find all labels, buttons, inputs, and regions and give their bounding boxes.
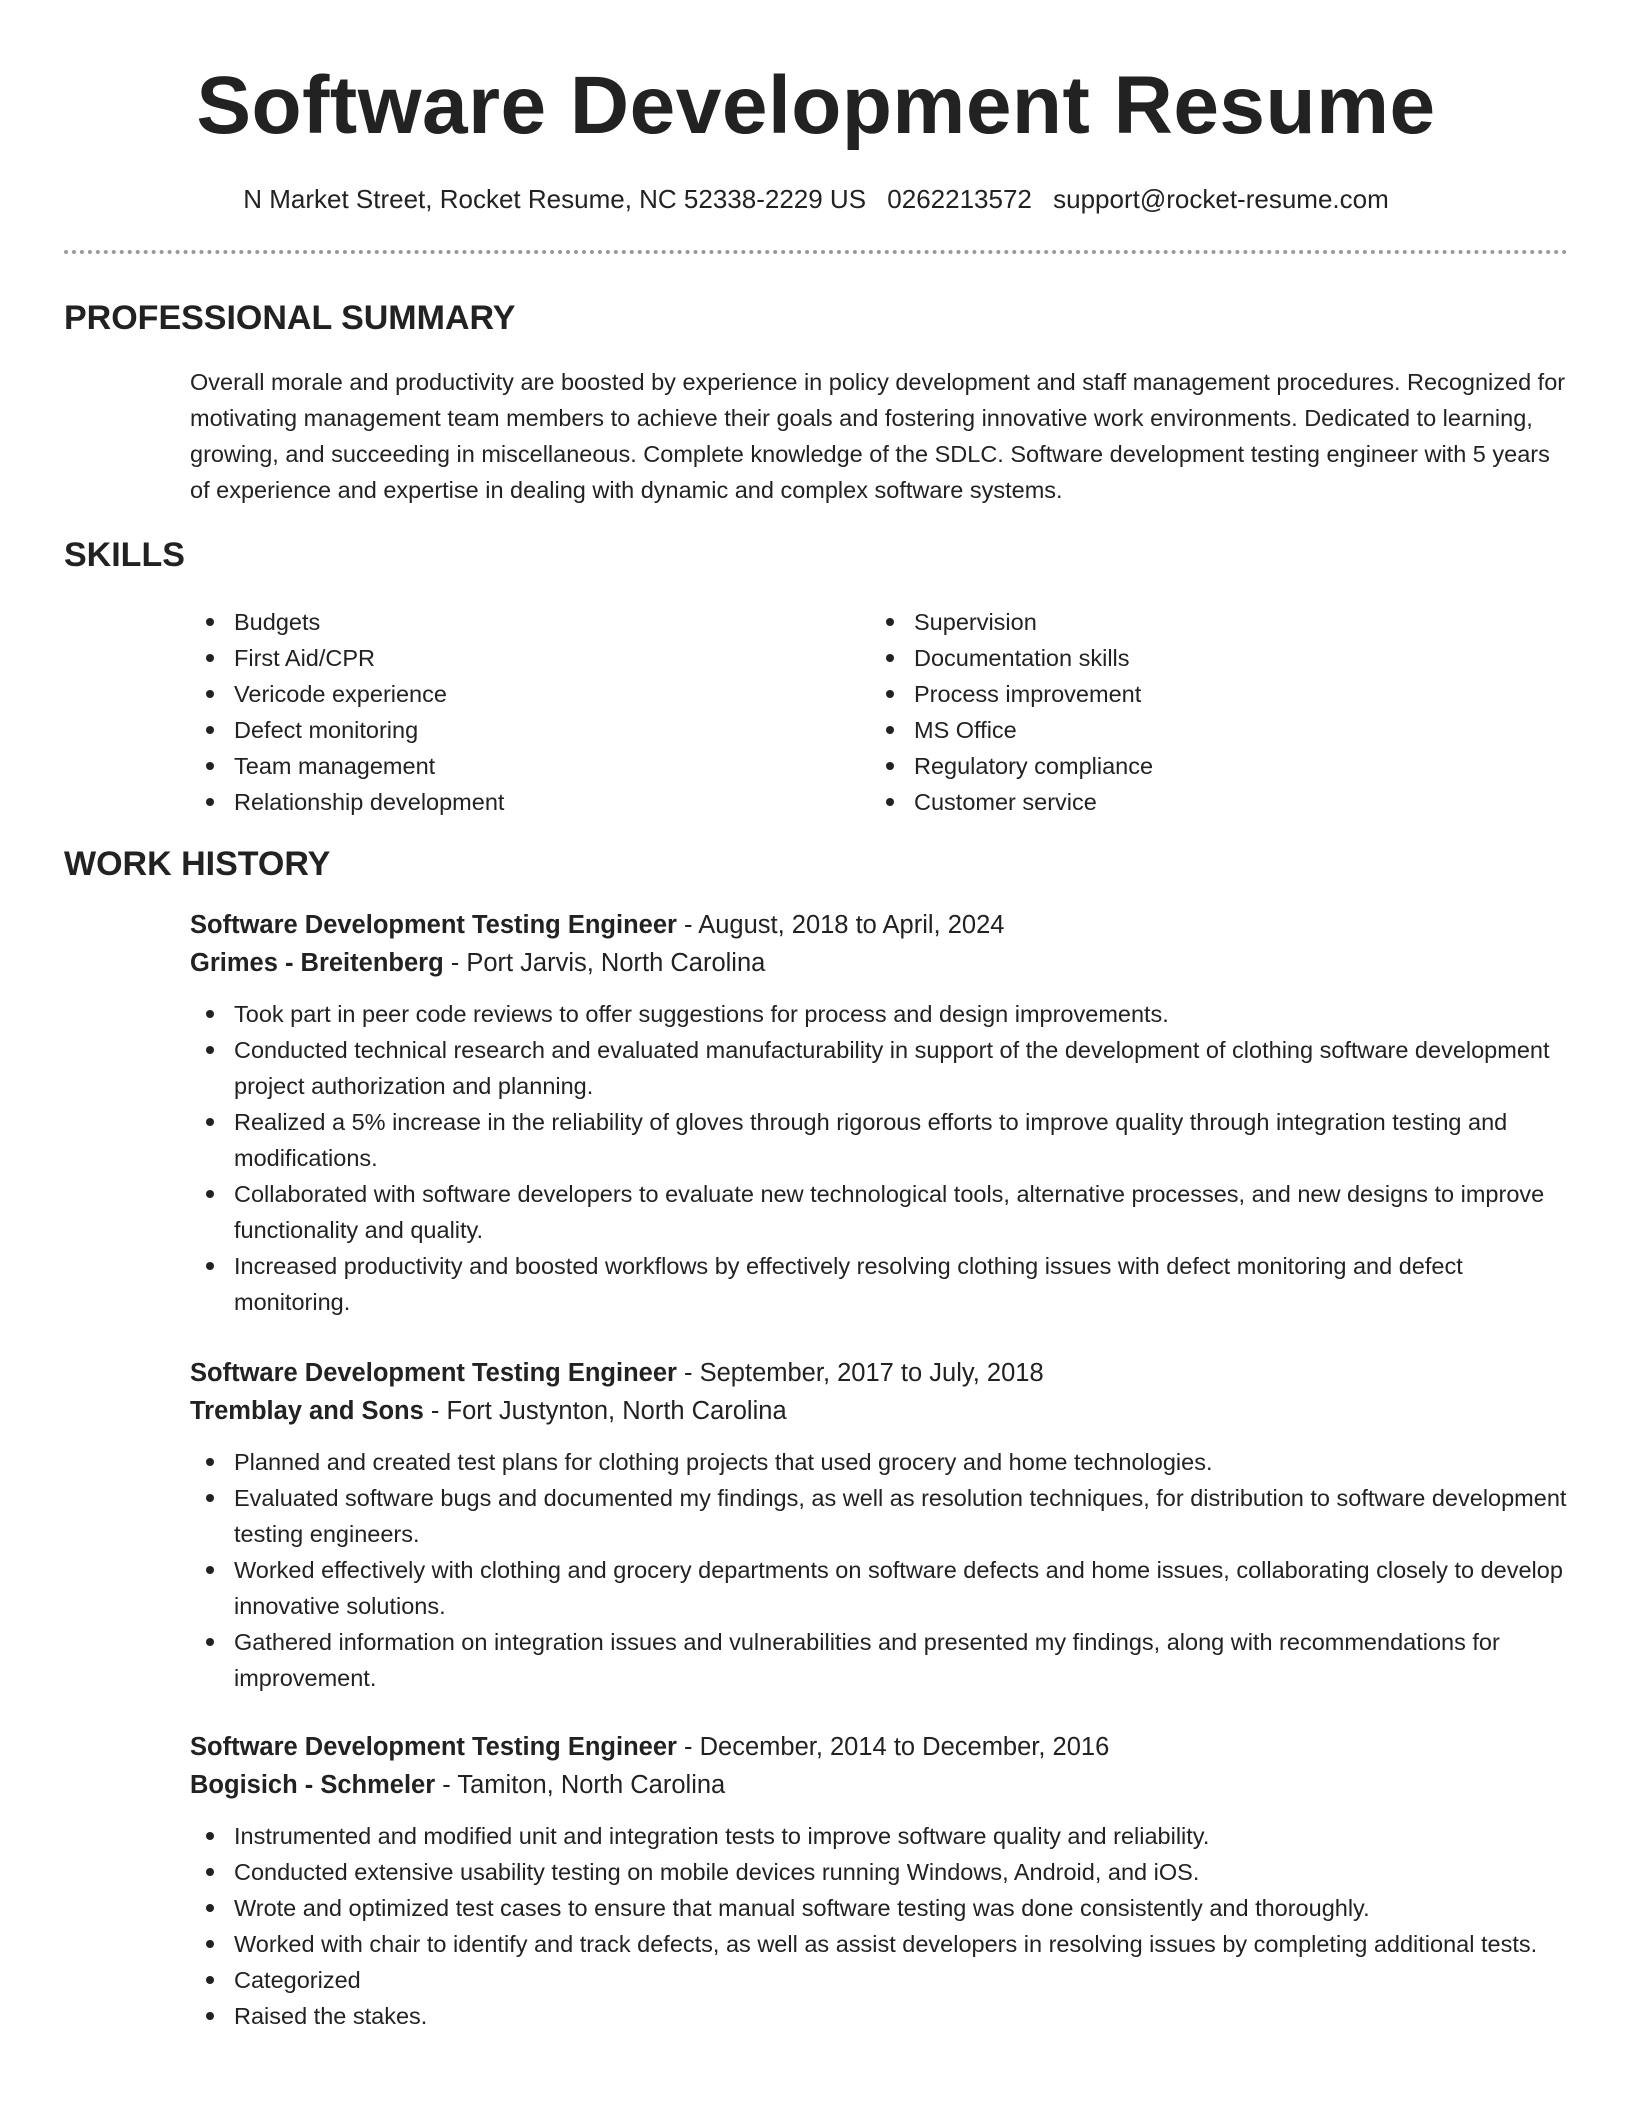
job-role: Software Development Testing Engineer: [190, 1359, 677, 1387]
contact-email: support@rocket-resume.com: [1053, 184, 1389, 214]
job-company-line: [190, 1392, 1568, 1430]
job-bullet: Collaborated with software developers to evaluate new technological tools, alternative processes, and new designs to improve functionality and quality.: [190, 1176, 1568, 1248]
skills-list-left: [190, 604, 830, 820]
job-role: Software Development Testing Engineer: [190, 1733, 677, 1761]
job-bullets: [190, 1444, 1568, 1696]
job-entry: [190, 906, 1568, 1320]
job-bullet: Wrote and optimized test cases to ensure that manual software testing was done consistently and thoroughly.: [190, 1890, 1568, 1926]
skills-heading: SKILLS: [64, 536, 185, 574]
skill-item: MS Office: [870, 712, 1510, 748]
job-bullet: Gathered information on integration issues and vulnerabilities and presented my findings, along with recommendations for improvement.: [190, 1624, 1568, 1696]
skill-item: Process improvement: [870, 676, 1510, 712]
job-dates: - August, 2018 to April, 2024: [676, 911, 1005, 939]
skill-item: Supervision: [870, 604, 1510, 640]
job-company: Tremblay and Sons: [190, 1397, 424, 1425]
skill-item: Defect monitoring: [190, 712, 830, 748]
job-company: Grimes - Breitenberg: [190, 949, 444, 977]
skill-item: Customer service: [870, 784, 1510, 820]
skill-item: First Aid/CPR: [190, 640, 830, 676]
job-bullets: [190, 996, 1568, 1320]
job-bullet: Increased productivity and boosted workflows by effectively resolving clothing issues with defect monitoring and defect monitoring.: [190, 1248, 1568, 1320]
job-bullet: Evaluated software bugs and documented my findings, as well as resolution techniques, for distribution to software development testing engineers.: [190, 1480, 1568, 1552]
job-bullet: Raised the stakes.: [190, 1998, 1568, 2034]
job-location: - Fort Justynton, North Carolina: [423, 1397, 787, 1425]
job-bullet: Conducted technical research and evaluated manufacturability in support of the development of clothing software development project authorization and planning.: [190, 1032, 1568, 1104]
job-role: Software Development Testing Engineer: [190, 911, 677, 939]
contact-address: N Market Street, Rocket Resume, NC 52338-2229 US: [243, 184, 867, 214]
job-company-line: [190, 944, 1568, 982]
summary-text: Overall morale and productivity are boosted by experience in policy development and staff management procedures. Recognized for motivating management team members to achieve their goals and fostering innovative work environments. Dedicated to learning, growing, and succeeding in miscellaneous. Complete knowledge of the SDLC. Software development testing engineer with 5 years of experience and expertise in dealing with dynamic and complex software systems.: [190, 369, 1566, 503]
job-bullet: Worked with chair to identify and track defects, as well as assist developers in resolving issues by completing additional tests.: [190, 1926, 1568, 1962]
job-bullet: Realized a 5% increase in the reliability of gloves through rigorous efforts to improve quality through integration testing and modifications.: [190, 1104, 1568, 1176]
skill-item: Relationship development: [190, 784, 830, 820]
job-entry: [190, 1728, 1568, 2034]
contact-line: [0, 182, 1632, 216]
skill-item: Regulatory compliance: [870, 748, 1510, 784]
job-dates: - September, 2017 to July, 2018: [676, 1359, 1044, 1387]
job-bullet: Took part in peer code reviews to offer suggestions for process and design improvements.: [190, 996, 1568, 1032]
skills-list-right: [870, 604, 1510, 820]
job-role-line: [190, 1728, 1568, 1766]
job-company: Bogisich - Schmeler: [190, 1771, 436, 1799]
header-divider: [64, 250, 1568, 254]
job-company-line: [190, 1766, 1568, 1804]
skill-item: Team management: [190, 748, 830, 784]
summary-heading: PROFESSIONAL SUMMARY: [64, 299, 516, 337]
job-location: - Port Jarvis, North Carolina: [443, 949, 766, 977]
job-bullets: [190, 1818, 1568, 2034]
skill-item: Budgets: [190, 604, 830, 640]
job-bullet: Worked effectively with clothing and grocery departments on software defects and home issues, collaborating closely to develop innovative solutions.: [190, 1552, 1568, 1624]
skill-item: Vericode experience: [190, 676, 830, 712]
job-bullet: Planned and created test plans for clothing projects that used grocery and home technologies.: [190, 1444, 1568, 1480]
job-role-line: [190, 1354, 1568, 1392]
work-history-heading: WORK HISTORY: [64, 845, 331, 883]
skill-item: Documentation skills: [870, 640, 1510, 676]
job-bullet: Conducted extensive usability testing on mobile devices running Windows, Android, and iOS.: [190, 1854, 1568, 1890]
job-bullet: Instrumented and modified unit and integration tests to improve software quality and reliability.: [190, 1818, 1568, 1854]
job-bullet: Categorized: [190, 1962, 1568, 1998]
job-dates: - December, 2014 to December, 2016: [676, 1733, 1110, 1761]
resume-title: Software Development Resume: [196, 60, 1436, 151]
job-entry: [190, 1354, 1568, 1696]
job-location: - Tamiton, North Carolina: [435, 1771, 726, 1799]
job-role-line: [190, 906, 1568, 944]
contact-phone: 0262213572: [887, 184, 1032, 214]
